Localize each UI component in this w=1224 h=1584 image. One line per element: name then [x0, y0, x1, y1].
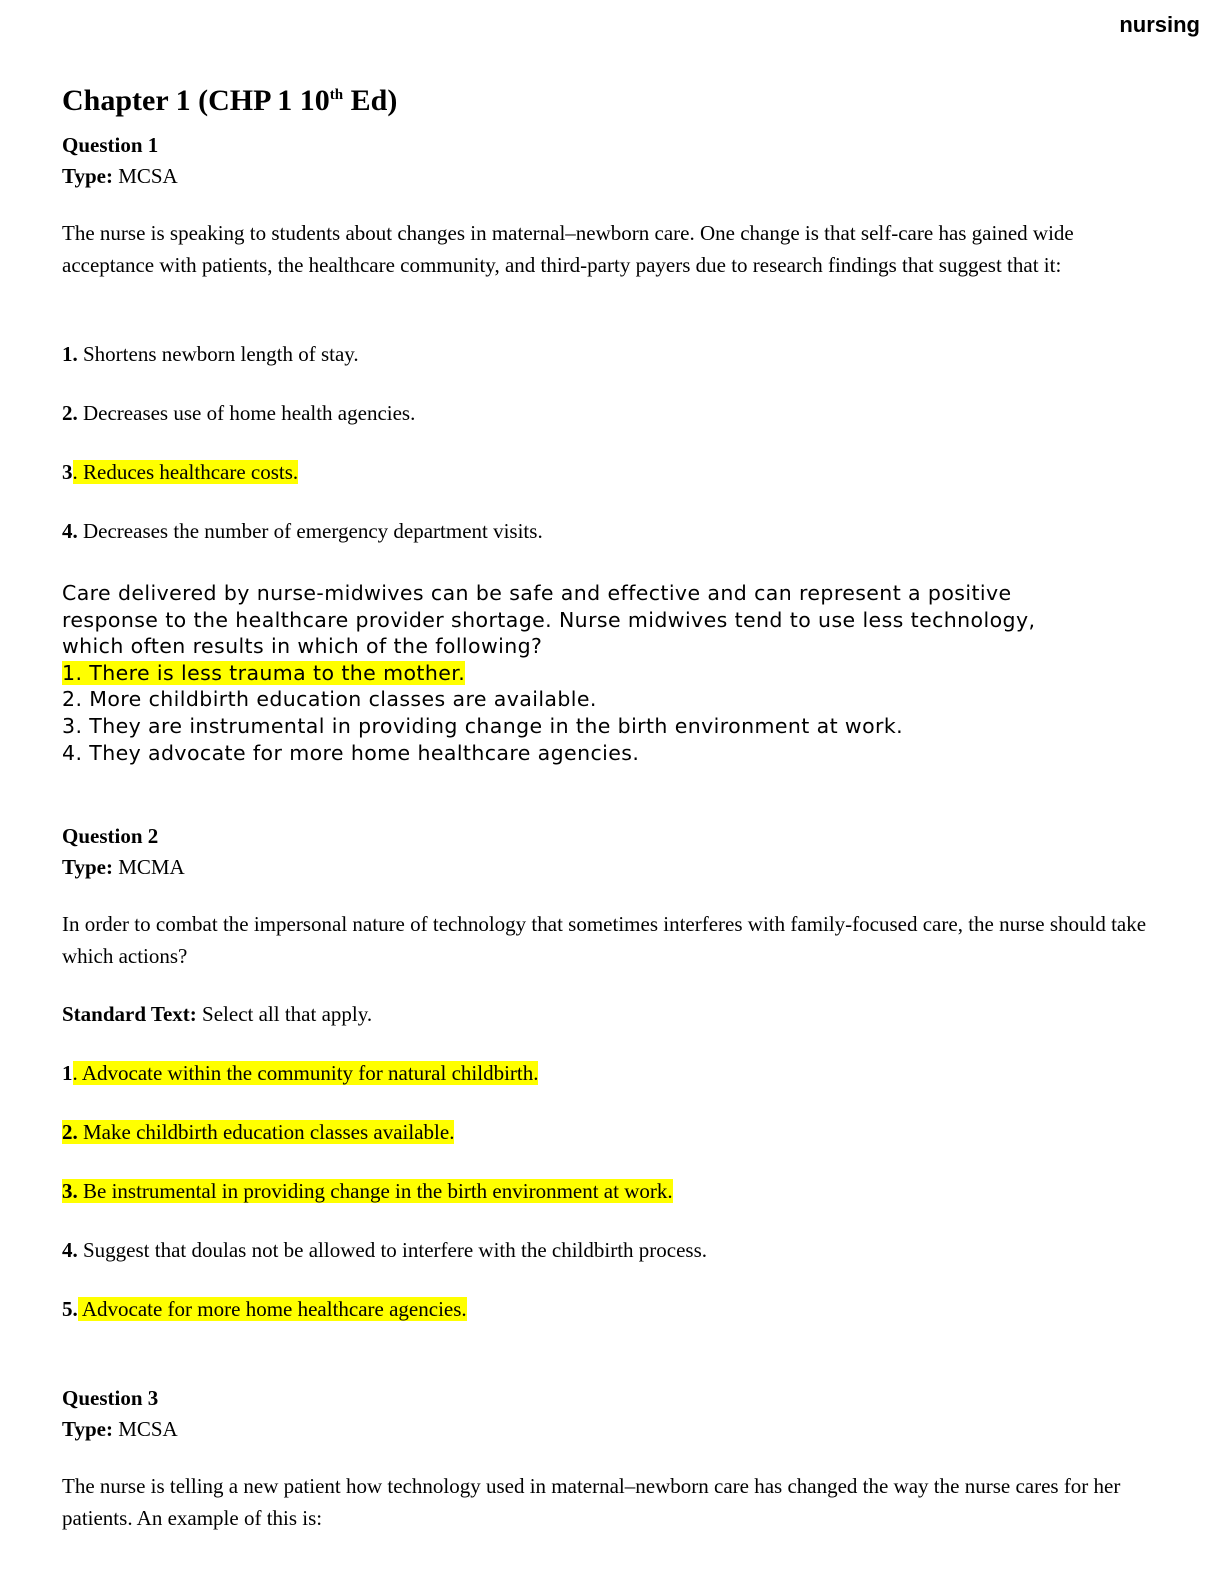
option-text-highlighted: . Advocate within the community for natural childbirth.	[72, 1061, 539, 1085]
question-2-stem: In order to combat the impersonal nature of technology that sometimes interferes with family-focused care, the nurse should take which actions?	[62, 912, 1147, 968]
option-text: Shortens newborn length of stay.	[77, 342, 359, 366]
q1-option-3	[62, 456, 298, 488]
midwife-stem-line-1: Care delivered by nurse-midwives can be safe and effective and can represent a positive	[62, 581, 1012, 605]
midwife-option-4: 4. They advocate for more home healthcare agencies.	[62, 740, 640, 765]
option-number: 4.	[62, 1238, 78, 1262]
option-text-highlighted: Advocate for more home healthcare agencies.	[77, 1297, 467, 1321]
option-text: Suggest that doulas not be allowed to interfere with the childbirth process.	[77, 1238, 708, 1262]
midwife-option-2: 2. More childbirth education classes are available.	[62, 687, 597, 712]
question-1-type	[62, 160, 178, 192]
option-number: 5.	[62, 1297, 78, 1321]
option-text-highlighted: Be instrumental in providing change in the birth environment at work.	[77, 1179, 673, 1203]
q1-option-2	[62, 397, 415, 429]
type-value: MCMA	[118, 855, 185, 879]
option-text: Decreases the number of emergency department visits.	[77, 519, 543, 543]
midwife-question-block	[62, 580, 1172, 766]
q1-option-4	[62, 515, 543, 547]
option-number: 2.	[62, 401, 78, 425]
option-number: 3	[62, 460, 73, 484]
question-1-stem: The nurse is speaking to students about changes in maternal–newborn care. One change is that self-care has gained wide acceptance with patients, the healthcare community, and third-party payers due to research findings that suggest that it:	[62, 221, 1074, 277]
watermark: nursing	[1119, 12, 1200, 37]
chapter-title	[62, 84, 397, 118]
question-3-type	[62, 1413, 178, 1445]
option-number: 2.	[62, 1120, 78, 1144]
option-number: 3.	[62, 1179, 78, 1203]
option-text: Decreases use of home health agencies.	[77, 401, 416, 425]
q2-option-2	[62, 1116, 454, 1148]
chapter-title-sup: th	[329, 87, 344, 103]
q2-option-1	[62, 1057, 538, 1089]
standard-text-value: Select all that apply.	[196, 1002, 373, 1026]
midwife-stem-line-3: which often results in which of the following?	[62, 634, 543, 659]
question-2-type	[62, 851, 185, 883]
type-label: Type:	[62, 855, 113, 879]
type-label: Type:	[62, 1417, 113, 1441]
question-1-label: Question 1	[62, 133, 159, 157]
question-3-label: Question 3	[62, 1386, 159, 1410]
q2-option-3	[62, 1175, 673, 1207]
type-value: MCSA	[118, 164, 178, 188]
option-text-highlighted: . Reduces healthcare costs.	[72, 460, 299, 484]
midwife-option-1-highlighted: 1. There is less trauma to the mother.	[62, 660, 466, 685]
option-number: 4.	[62, 519, 78, 543]
option-number: 1.	[62, 342, 78, 366]
option-text-highlighted: Make childbirth education classes available.	[77, 1120, 455, 1144]
q1-option-1	[62, 338, 359, 370]
q2-option-5	[62, 1293, 467, 1325]
question-3-stem: The nurse is telling a new patient how technology used in maternal–newborn care has changed the way the nurse cares for her patients. An example of this is:	[62, 1474, 1121, 1530]
q2-option-4	[62, 1234, 707, 1266]
question-2-label: Question 2	[62, 824, 159, 848]
question-2-standard-text	[62, 998, 372, 1030]
midwife-option-3: 3. They are instrumental in providing change in the birth environment at work.	[62, 713, 904, 738]
chapter-title-main: Chapter 1 (CHP 1 10	[62, 84, 330, 117]
type-value: MCSA	[118, 1417, 178, 1441]
standard-text-label: Standard Text:	[62, 1002, 197, 1026]
midwife-stem-line-2: response to the healthcare provider shortage. Nurse midwives tend to use less technology,	[62, 607, 1036, 632]
chapter-title-end: Ed)	[343, 84, 398, 117]
type-label: Type:	[62, 164, 113, 188]
option-number: 1	[62, 1061, 73, 1085]
